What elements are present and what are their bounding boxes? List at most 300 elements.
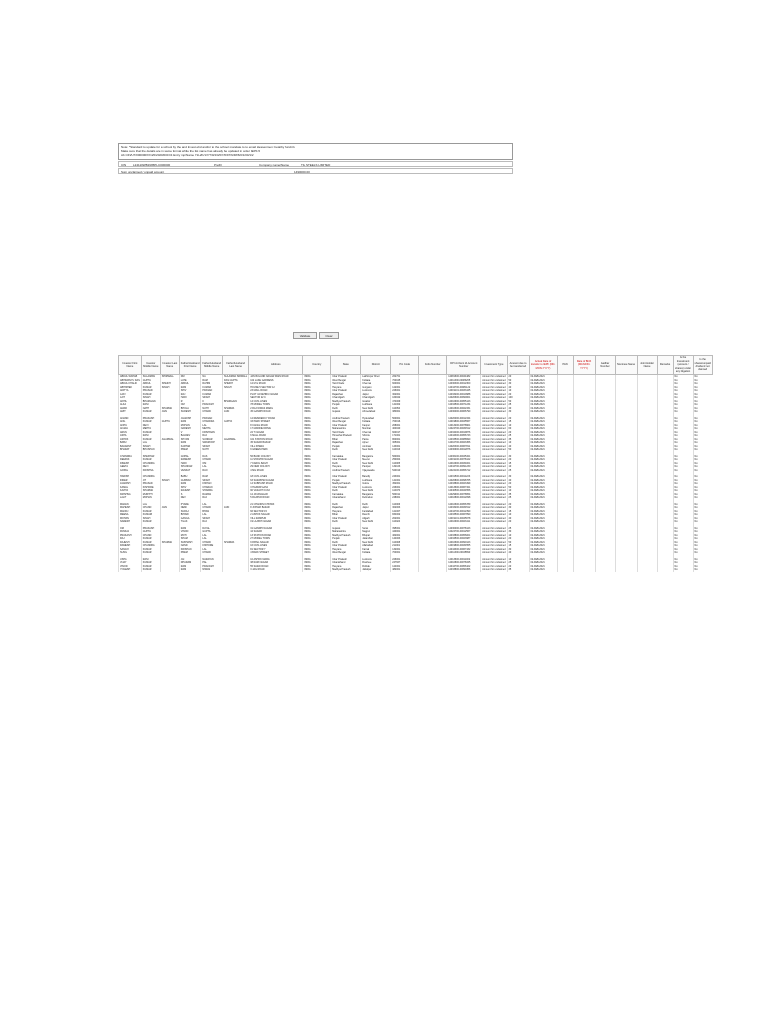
- table-cell[interactable]: Amount for unclaimed: [482, 448, 506, 451]
- table-cell[interactable]: ABDUL KHALIK: [119, 382, 142, 386]
- table-cell[interactable]: 20: [507, 393, 529, 397]
- table-cell[interactable]: Shimla: [361, 434, 391, 438]
- table-cell[interactable]: 101 STATION ROAD: [249, 438, 303, 442]
- table-cell[interactable]: No: [673, 389, 693, 393]
- table-cell[interactable]: CHANDRA: [141, 544, 160, 548]
- table-cell[interactable]: 20: [507, 537, 529, 541]
- table-cell[interactable]: 700001: [391, 551, 419, 555]
- table-cell[interactable]: 102 LAKE GARDENS: [249, 379, 303, 383]
- table-cell[interactable]: 02-FEB-2021: [529, 438, 557, 442]
- table-cell[interactable]: Amritsar: [361, 445, 391, 449]
- table-cell[interactable]: Amount for unclaimed: [482, 475, 506, 478]
- table-cell[interactable]: INDIA: [303, 465, 331, 469]
- table-cell[interactable]: 8 CANAL ROAD: [249, 424, 303, 428]
- table-cell[interactable]: MAHESH: [119, 506, 142, 510]
- table-cell[interactable]: VIJAY: [119, 561, 142, 565]
- table-cell[interactable]: Kanpur: [361, 424, 391, 428]
- cin-value[interactable]: L24110WB1995PLC000000: [133, 163, 171, 167]
- table-cell[interactable]: JAIN: [223, 506, 249, 510]
- table-cell[interactable]: No: [673, 530, 693, 534]
- table-cell[interactable]: Rajasthan: [331, 506, 361, 510]
- table-cell[interactable]: RAMESH: [119, 544, 142, 548]
- table-cell[interactable]: No: [673, 445, 693, 449]
- table-cell[interactable]: Madhya Pradesh: [331, 400, 361, 404]
- table-cell[interactable]: MOHAN: [179, 424, 201, 428]
- table-cell[interactable]: Bangalore: [361, 493, 391, 497]
- table-cell[interactable]: No: [673, 375, 693, 379]
- table-cell[interactable]: 23 MALL ROAD: [249, 389, 303, 393]
- table-cell[interactable]: 10: [507, 389, 529, 393]
- table-cell[interactable]: 14 CIVIL LINES: [249, 400, 303, 404]
- table-cell[interactable]: Chandigarh: [331, 396, 361, 400]
- table-cell[interactable]: SURAJ: [179, 510, 201, 514]
- table-cell[interactable]: SHEIKH: [223, 382, 249, 386]
- table-cell[interactable]: 44 SADAR: [249, 530, 303, 534]
- table-cell[interactable]: 66 SECTOR 15: [249, 510, 303, 514]
- table-cell[interactable]: RAM: [179, 420, 201, 424]
- table-cell[interactable]: RAJ: [201, 520, 223, 524]
- table-cell[interactable]: Amount for unclaimed: [482, 540, 506, 544]
- table-cell[interactable]: 90 VASANT KUNJ: [249, 489, 303, 493]
- table-cell[interactable]: 02-FEB-2021: [529, 520, 557, 524]
- table-cell[interactable]: 02-FEB-2021: [529, 493, 557, 497]
- table-cell[interactable]: BHARGAVA: [141, 400, 160, 404]
- table-cell[interactable]: INDIA: [303, 393, 331, 397]
- table-cell[interactable]: No: [693, 486, 712, 490]
- clear-button[interactable]: Clear: [319, 332, 339, 339]
- table-cell[interactable]: 12020800-00098765: [447, 479, 481, 483]
- table-cell[interactable]: 02-FEB-2021: [529, 427, 557, 431]
- table-cell[interactable]: 226001: [391, 558, 419, 562]
- table-cell[interactable]: LAL: [201, 513, 223, 517]
- table-cell[interactable]: Amount for unclaimed: [482, 509, 506, 513]
- table-cell[interactable]: AKHIL: [119, 400, 142, 404]
- table-cell[interactable]: 20: [507, 503, 529, 507]
- table-cell[interactable]: 02-FEB-2021: [529, 506, 557, 510]
- table-cell[interactable]: BIHARI: [179, 513, 201, 517]
- table-cell[interactable]: INDIA: [303, 558, 331, 562]
- table-cell[interactable]: 12036100-00045321: [447, 455, 481, 459]
- table-cell[interactable]: 10: [507, 489, 529, 493]
- table-cell[interactable]: 12034500-00071234: [447, 403, 481, 407]
- table-cell[interactable]: INDIA: [303, 537, 331, 541]
- table-cell[interactable]: Haryana: [331, 386, 361, 390]
- table-cell[interactable]: 520010: [391, 469, 419, 473]
- table-cell[interactable]: KRISHNAN: [201, 431, 223, 435]
- table-cell[interactable]: 12044700-00091230: [447, 465, 481, 469]
- table-cell[interactable]: 12040500-00044556: [447, 489, 481, 493]
- table-cell[interactable]: 100: [507, 396, 529, 400]
- table-cell[interactable]: DM: [179, 375, 201, 379]
- table-cell[interactable]: 25: [507, 403, 529, 407]
- validate-button[interactable]: Validate: [293, 332, 317, 339]
- table-cell[interactable]: No: [693, 375, 712, 379]
- table-cell[interactable]: SULAIMAN: [141, 375, 160, 379]
- table-cell[interactable]: KAVITA: [119, 489, 142, 493]
- table-cell[interactable]: RANI: [141, 558, 160, 562]
- table-cell[interactable]: [573, 568, 595, 572]
- table-cell[interactable]: 15: [507, 510, 529, 514]
- table-cell[interactable]: [657, 568, 673, 572]
- table-cell[interactable]: 12033200-00010988: [447, 393, 481, 397]
- table-cell[interactable]: Amount for unclaimed: [482, 416, 506, 420]
- table-cell[interactable]: No: [673, 448, 693, 452]
- table-cell[interactable]: 12034400-00019876: [447, 431, 481, 435]
- table-cell[interactable]: 12044700-00056102: [447, 565, 481, 569]
- table-cell[interactable]: [557, 568, 573, 572]
- table-cell[interactable]: ABDUL: [141, 382, 160, 386]
- table-cell[interactable]: No: [693, 530, 712, 534]
- table-cell[interactable]: PREM: [179, 448, 201, 452]
- table-cell[interactable]: PLOT 44 NEHRU NAGAR: [249, 393, 303, 397]
- table-cell[interactable]: No: [673, 558, 693, 562]
- table-cell[interactable]: Amount for unclaimed: [482, 423, 506, 427]
- table-cell[interactable]: No: [673, 438, 693, 442]
- table-cell[interactable]: No: [673, 565, 693, 569]
- table-cell[interactable]: 132103: [391, 465, 419, 469]
- table-cell[interactable]: KUMAR: [141, 431, 160, 435]
- table-cell[interactable]: Uttar Pradesh: [331, 544, 361, 548]
- table-cell[interactable]: 12030900-00012876: [447, 448, 481, 452]
- table-cell[interactable]: 12024700-00034512: [447, 427, 481, 431]
- table-cell[interactable]: KUMAR: [201, 393, 223, 397]
- table-cell[interactable]: Amount for unclaimed: [482, 482, 506, 485]
- table-cell[interactable]: INDIA: [303, 565, 331, 569]
- table-cell[interactable]: Amount for unclaimed: [482, 444, 506, 448]
- table-cell[interactable]: CHANDRA: [141, 475, 160, 479]
- table-cell[interactable]: CHAND: [201, 506, 223, 510]
- table-cell[interactable]: INDIA: [303, 438, 331, 442]
- table-cell[interactable]: 25: [507, 434, 529, 438]
- table-cell[interactable]: New Delhi: [361, 407, 391, 411]
- table-cell[interactable]: RAJ: [201, 496, 223, 500]
- table-cell[interactable]: 27 MODEL TOWN: [249, 537, 303, 541]
- table-cell[interactable]: New Delhi: [361, 541, 391, 545]
- table-cell[interactable]: 12020000-00012344: [447, 417, 481, 421]
- table-cell[interactable]: Amount for unclaimed: [482, 458, 506, 461]
- table-cell[interactable]: INDER: [119, 479, 142, 483]
- table-cell[interactable]: No: [693, 527, 712, 531]
- table-cell[interactable]: INDIA: [303, 462, 331, 466]
- table-cell[interactable]: Jaipur: [361, 506, 391, 510]
- table-cell[interactable]: No: [693, 489, 712, 493]
- table-cell[interactable]: INDIA: [303, 506, 331, 510]
- table-cell[interactable]: Amount for unclaimed: [482, 378, 506, 382]
- table-cell[interactable]: No: [673, 503, 693, 507]
- table-cell[interactable]: 12010600-00022331: [447, 407, 481, 411]
- table-cell[interactable]: 12010800-00012098: [447, 496, 481, 500]
- table-cell[interactable]: No: [693, 396, 712, 400]
- table-cell[interactable]: 02-FEB-2021: [529, 558, 557, 562]
- table-cell[interactable]: Aligarh: [361, 517, 391, 521]
- table-cell[interactable]: 8 JOHARI BAZAR: [249, 506, 303, 510]
- table-cell[interactable]: Delhi: [331, 520, 361, 524]
- table-cell[interactable]: 02-FEB-2021: [529, 375, 557, 379]
- table-cell[interactable]: Delhi: [361, 503, 391, 507]
- table-cell[interactable]: GANGA: [179, 517, 201, 521]
- table-cell[interactable]: Indore: [361, 482, 391, 486]
- table-cell[interactable]: INDIA: [303, 520, 331, 524]
- table-cell[interactable]: No: [693, 431, 712, 435]
- table-cell[interactable]: 02-FEB-2021: [529, 565, 557, 569]
- table-cell[interactable]: Amount for unclaimed: [482, 382, 506, 385]
- table-cell[interactable]: Amount for unclaimed: [482, 530, 506, 533]
- table-cell[interactable]: INDIA: [303, 407, 331, 411]
- table-cell[interactable]: SHYAM: [179, 438, 201, 442]
- prefill-button[interactable]: Prefill: [214, 163, 222, 167]
- table-cell[interactable]: DAYAL: [201, 527, 223, 531]
- table-cell[interactable]: INDIA: [303, 482, 331, 486]
- table-cell[interactable]: 02-FEB-2021: [529, 462, 557, 466]
- table-cell[interactable]: 02-FEB-2021: [529, 420, 557, 424]
- table-cell[interactable]: Bareilly: [361, 475, 391, 479]
- table-cell[interactable]: 110024: [391, 520, 419, 524]
- table-cell[interactable]: No: [673, 520, 693, 524]
- table-cell[interactable]: Roorkee: [361, 561, 391, 565]
- table-cell[interactable]: NARESH: [119, 520, 142, 524]
- table-cell[interactable]: MURTHY: [141, 493, 160, 497]
- table-cell[interactable]: 452001: [391, 482, 419, 486]
- table-cell[interactable]: 45 GANDHI ROAD: [249, 410, 303, 414]
- table-cell[interactable]: Uttarakhand: [331, 496, 361, 500]
- table-cell[interactable]: No: [693, 475, 712, 479]
- table-cell[interactable]: NA: [201, 375, 223, 379]
- table-cell[interactable]: KUMAR: [201, 386, 223, 390]
- table-cell[interactable]: SHEIKH: [160, 382, 179, 386]
- table-cell[interactable]: Amount for unclaimed: [482, 568, 506, 571]
- table-cell[interactable]: SINGH: [160, 386, 179, 390]
- table-cell[interactable]: SINGH: [141, 396, 160, 400]
- table-cell[interactable]: Hyderabad: [361, 417, 391, 421]
- table-cell[interactable]: New Delhi: [361, 520, 391, 524]
- table-cell[interactable]: No: [673, 407, 693, 411]
- table-cell[interactable]: 2 RAJ NIWAS MARG: [249, 407, 303, 411]
- table-cell[interactable]: Panipat: [361, 465, 391, 469]
- table-cell[interactable]: Amount for unclaimed: [482, 410, 506, 413]
- table-cell[interactable]: 9 PATEL NAGAR: [249, 541, 303, 545]
- table-cell[interactable]: Delhi: [331, 407, 361, 411]
- table-cell[interactable]: SECTOR 22 C: [249, 396, 303, 400]
- table-cell[interactable]: 30: [507, 410, 529, 414]
- table-cell[interactable]: Tamil Nadu: [331, 431, 361, 435]
- table-cell[interactable]: [223, 568, 249, 572]
- table-cell[interactable]: 500001: [391, 417, 419, 421]
- table-cell[interactable]: 12010800-00078345: [447, 561, 481, 565]
- table-cell[interactable]: 30: [507, 506, 529, 510]
- table-cell[interactable]: Himachal Pradesh: [331, 434, 361, 438]
- table-cell[interactable]: 12033800-00090456: [447, 568, 481, 572]
- table-cell[interactable]: RAM: [179, 441, 201, 445]
- table-cell[interactable]: RAM: [179, 565, 201, 569]
- table-cell[interactable]: 35: [507, 493, 529, 497]
- table-cell[interactable]: Madhya Pradesh: [331, 568, 361, 572]
- table-cell[interactable]: Amount for unclaimed: [482, 502, 506, 506]
- table-cell[interactable]: Amount for unclaimed: [482, 437, 506, 441]
- table-cell[interactable]: RAM: [201, 475, 223, 479]
- table-cell[interactable]: LAL: [201, 537, 223, 541]
- table-cell[interactable]: Madhya Pradesh: [331, 534, 361, 538]
- table-cell[interactable]: TILAK: [179, 520, 201, 524]
- table-cell[interactable]: Rajasthan: [331, 441, 361, 445]
- table-cell[interactable]: 02-FEB-2021: [529, 489, 557, 493]
- table-cell[interactable]: 800001: [391, 438, 419, 442]
- table-cell[interactable]: Punjab: [331, 403, 361, 407]
- table-cell[interactable]: 22 T NAGAR: [249, 431, 303, 435]
- table-cell[interactable]: 12033200-00034512: [447, 506, 481, 510]
- table-cell[interactable]: Bhopal: [361, 534, 391, 538]
- table-cell[interactable]: 02-FEB-2021: [529, 458, 557, 462]
- table-cell[interactable]: No: [673, 379, 693, 383]
- table-cell[interactable]: JAN BULAND NAGAR MAIN ROAD: [249, 375, 303, 379]
- table-cell[interactable]: Bihar: [331, 438, 361, 442]
- table-cell[interactable]: KRISHNA: [119, 493, 142, 497]
- table-cell[interactable]: MANOJ: [119, 510, 142, 514]
- table-cell[interactable]: 02-FEB-2021: [529, 548, 557, 552]
- table-cell[interactable]: 02-FEB-2021: [529, 448, 557, 452]
- table-cell[interactable]: Dehradun: [361, 496, 391, 500]
- table-cell[interactable]: Kolkata: [361, 379, 391, 383]
- table-cell[interactable]: No: [693, 548, 712, 552]
- table-cell[interactable]: Bihar: [331, 513, 361, 517]
- table-cell[interactable]: BABU: [179, 475, 201, 479]
- table-cell[interactable]: Amount for unclaimed: [482, 403, 506, 406]
- table-cell[interactable]: Delhi: [331, 489, 361, 493]
- table-cell[interactable]: KISHAN: [201, 482, 223, 486]
- table-cell[interactable]: 110054: [391, 407, 419, 411]
- table-cell[interactable]: No: [693, 386, 712, 390]
- table-cell[interactable]: INDIA: [303, 382, 331, 386]
- table-cell[interactable]: No: [693, 389, 712, 393]
- table-cell[interactable]: 02-FEB-2021: [529, 403, 557, 407]
- table-cell[interactable]: Amount for unclaimed: [482, 396, 506, 399]
- table-cell[interactable]: Amount for unclaimed: [482, 430, 506, 434]
- table-cell[interactable]: No: [673, 510, 693, 514]
- table-cell[interactable]: No: [673, 396, 693, 400]
- table-cell[interactable]: KUMAR: [141, 510, 160, 514]
- table-cell[interactable]: Gwalior: [361, 400, 391, 404]
- table-cell[interactable]: No: [693, 544, 712, 548]
- table-cell[interactable]: 33 PARK STREET: [249, 420, 303, 424]
- table-cell[interactable]: 31 GANDHI NAGAR: [249, 527, 303, 531]
- table-cell[interactable]: 12033500-00088990: [447, 438, 481, 442]
- table-cell[interactable]: PRAKASH: [119, 534, 142, 538]
- table-cell[interactable]: 171001: [391, 434, 419, 438]
- table-cell[interactable]: 12020300-00067811: [447, 445, 481, 449]
- table-cell[interactable]: DAS: [201, 455, 223, 459]
- table-cell[interactable]: 262701: [391, 375, 419, 379]
- table-cell[interactable]: 12030300-00012300: [447, 382, 481, 386]
- table-cell[interactable]: AGARWAL: [223, 438, 249, 442]
- table-cell[interactable]: SINGH: [223, 386, 249, 390]
- table-cell[interactable]: INDIA: [303, 510, 331, 514]
- table-cell[interactable]: 12033800-00056001: [447, 534, 481, 538]
- table-cell[interactable]: [595, 568, 615, 572]
- table-cell[interactable]: 143001: [391, 445, 419, 449]
- table-cell[interactable]: Delhi: [331, 541, 361, 545]
- table-cell[interactable]: PAL: [201, 561, 223, 565]
- table-cell[interactable]: Surat: [361, 527, 391, 531]
- table-cell[interactable]: No: [693, 434, 712, 438]
- table-cell[interactable]: RAJESH: [119, 541, 142, 545]
- table-cell[interactable]: CHANDRA: [119, 455, 142, 459]
- table-cell[interactable]: 02-FEB-2021: [529, 396, 557, 400]
- table-cell[interactable]: 3 JAIL ROAD: [249, 568, 303, 572]
- table-cell[interactable]: 6 MALL ROAD: [249, 434, 303, 438]
- table-cell[interactable]: 20: [507, 482, 529, 486]
- table-cell[interactable]: No: [693, 561, 712, 565]
- table-cell[interactable]: 10: [507, 424, 529, 428]
- table-cell[interactable]: JAGDISH: [119, 482, 142, 486]
- table-cell[interactable]: RAJ: [179, 393, 201, 397]
- table-cell[interactable]: Lucknow: [361, 389, 391, 393]
- table-cell[interactable]: KUMAR: [141, 520, 160, 524]
- table-cell[interactable]: INDIA: [303, 544, 331, 548]
- table-cell[interactable]: Chennai: [361, 382, 391, 386]
- table-cell[interactable]: Amount for unclaimed: [482, 561, 506, 564]
- table-cell[interactable]: Uttar Pradesh: [331, 458, 361, 462]
- table-cell[interactable]: SHANKAR: [179, 465, 201, 469]
- table-cell[interactable]: 560011: [391, 493, 419, 497]
- table-cell[interactable]: KUMAR: [141, 458, 160, 462]
- table-cell[interactable]: Tamil Nadu: [331, 382, 361, 386]
- table-cell[interactable]: Rohtak: [361, 565, 391, 569]
- table-cell[interactable]: 4 MG ROAD: [249, 469, 303, 473]
- table-cell[interactable]: KISHORE: [201, 544, 223, 548]
- table-cell[interactable]: KISHORE: [141, 486, 160, 490]
- table-cell[interactable]: Lakhimpur Kheri: [361, 375, 391, 379]
- table-cell[interactable]: 78 MODEL TOWN: [249, 403, 303, 407]
- table-cell[interactable]: West Bengal: [331, 379, 361, 383]
- table-cell[interactable]: Bangalore: [361, 455, 391, 459]
- table-cell[interactable]: 13 STATION ROAD: [249, 534, 303, 538]
- table-cell[interactable]: No: [673, 541, 693, 545]
- table-cell[interactable]: 17 MARINE DRIVE: [249, 427, 303, 431]
- table-cell[interactable]: MEHTA: [201, 427, 223, 431]
- table-cell[interactable]: Gujarat: [331, 527, 361, 531]
- table-cell[interactable]: 248001: [391, 496, 419, 500]
- table-cell[interactable]: Amount for unclaimed: [482, 468, 506, 472]
- table-cell[interactable]: DEVI: [141, 465, 160, 469]
- table-cell[interactable]: BHOLA: [179, 407, 201, 411]
- table-cell[interactable]: 02-FEB-2021: [529, 527, 557, 531]
- table-cell[interactable]: No: [693, 541, 712, 545]
- table-cell[interactable]: 247667: [391, 561, 419, 565]
- table-cell[interactable]: 35: [507, 438, 529, 442]
- table-cell[interactable]: GUPTA: [141, 530, 160, 534]
- table-cell[interactable]: 40: [507, 445, 529, 449]
- table-cell[interactable]: KUMAR: [141, 561, 160, 565]
- table-cell[interactable]: 02-FEB-2021: [529, 475, 557, 479]
- table-cell[interactable]: NATH: [141, 407, 160, 411]
- table-cell[interactable]: GOPAL: [179, 455, 201, 459]
- table-cell[interactable]: INDIA: [303, 493, 331, 497]
- table-cell[interactable]: SHARMA: [223, 541, 249, 545]
- table-cell[interactable]: SHARMA: [223, 407, 249, 411]
- table-cell[interactable]: LAL: [141, 503, 160, 507]
- table-cell[interactable]: 141002: [391, 403, 419, 407]
- table-cell[interactable]: 302003: [391, 506, 419, 510]
- table-cell[interactable]: 20: [507, 431, 529, 435]
- table-cell[interactable]: KUMAR: [141, 420, 160, 424]
- table-cell[interactable]: Nagpur: [361, 530, 391, 534]
- table-cell[interactable]: Delhi: [331, 462, 361, 466]
- table-cell[interactable]: 10: [507, 534, 529, 538]
- table-cell[interactable]: Amount for unclaimed: [482, 454, 506, 458]
- table-cell[interactable]: INDIA: [303, 445, 331, 449]
- table-cell[interactable]: 12019100-00078122: [447, 458, 481, 462]
- table-cell[interactable]: Amount for unclaimed: [482, 544, 506, 547]
- table-cell[interactable]: KARTAR: [179, 445, 201, 449]
